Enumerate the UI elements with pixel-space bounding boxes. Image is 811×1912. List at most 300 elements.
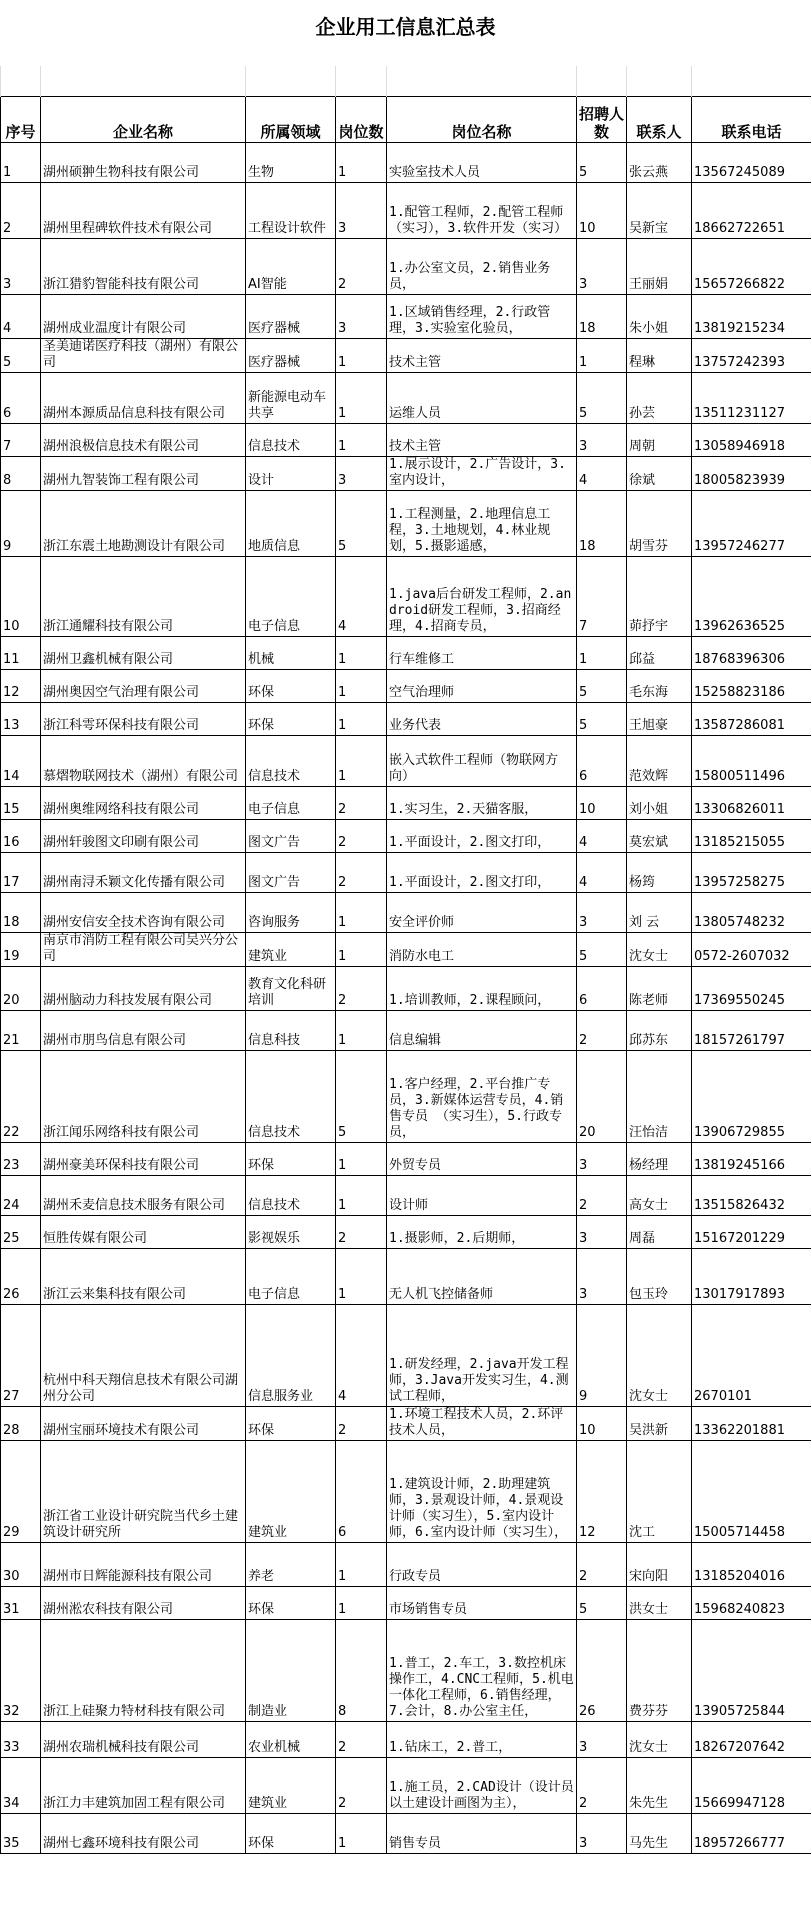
phone-cell: 13567245089	[692, 142, 811, 182]
company-cell: 南京市消防工程有限公司吴兴分公司	[41, 932, 246, 966]
phone-cell: 15657266822	[692, 238, 811, 294]
position-names-cell: 实验室技术人员	[387, 142, 577, 182]
phone-cell: 13957246277	[692, 490, 811, 556]
position-count-cell: 2	[336, 1757, 387, 1813]
header-cell: 岗位数	[336, 96, 387, 142]
contact-cell: 朱先生	[627, 1757, 692, 1813]
position-count-cell: 1	[336, 1175, 387, 1215]
company-cell: 浙江云来集科技有限公司	[41, 1248, 246, 1304]
position-names-cell: 无人机飞控储备师	[387, 1248, 577, 1304]
hire-count-cell: 7	[577, 556, 627, 636]
position-names-cell: 信息编辑	[387, 1010, 577, 1050]
header-cell: 序号	[1, 96, 41, 142]
position-names-cell: 1.展示设计，2.广告设计，3.室内设计，	[387, 456, 577, 490]
position-names-cell: 1.培训教师，2.课程顾问，	[387, 966, 577, 1010]
hire-count-cell: 5	[577, 932, 627, 966]
position-names-cell: 消防水电工	[387, 932, 577, 966]
field-cell: 建筑业	[246, 1440, 336, 1542]
phone-cell: 18662722651	[692, 182, 811, 238]
phone-cell: 13757242393	[692, 338, 811, 372]
position-count-cell: 1	[336, 892, 387, 932]
table-row	[1, 372, 811, 423]
index-cell: 1	[1, 142, 41, 182]
index-cell: 6	[1, 372, 41, 423]
position-names-cell: 1.施工员，2.CAD设计（设计员以土建设计画图为主），	[387, 1757, 577, 1813]
index-cell: 28	[1, 1406, 41, 1440]
phone-cell: 15669947128	[692, 1757, 811, 1813]
table-body	[1, 66, 811, 1853]
company-cell: 湖州市朋鸟信息有限公司	[41, 1010, 246, 1050]
phone-cell: 13017917893	[692, 1248, 811, 1304]
position-names-cell: 运维人员	[387, 372, 577, 423]
position-names-cell: 行车维修工	[387, 636, 577, 669]
company-cell: 湖州成业温度计有限公司	[41, 294, 246, 338]
position-names-cell: 1.配管工程师，2.配管工程师（实习），3.软件开发（实习）	[387, 182, 577, 238]
field-cell: 农业机械	[246, 1721, 336, 1757]
hire-count-cell: 5	[577, 669, 627, 702]
hire-count-cell: 10	[577, 1406, 627, 1440]
hire-count-cell: 3	[577, 1721, 627, 1757]
table-row	[1, 1142, 811, 1175]
company-cell: 恒胜传媒有限公司	[41, 1215, 246, 1248]
index-cell: 30	[1, 1542, 41, 1586]
hire-count-cell: 9	[577, 1304, 627, 1406]
field-cell: 环保	[246, 1406, 336, 1440]
phone-cell: 13962636525	[692, 556, 811, 636]
contact-cell: 朱小姐	[627, 294, 692, 338]
position-names-cell: 1.java后台研发工程师，2.android研发工程师，3.招商经理，4.招商专员，	[387, 556, 577, 636]
position-count-cell: 6	[336, 1440, 387, 1542]
phone-cell: 13819215234	[692, 294, 811, 338]
position-names-cell: 1.客户经理，2.平台推广专员，3.新媒体运营专员，4.销售专员 （实习生），5.行政专员，	[387, 1050, 577, 1142]
table-row	[1, 1050, 811, 1142]
index-cell: 15	[1, 786, 41, 819]
table-row	[1, 1757, 811, 1813]
contact-cell: 程琳	[627, 338, 692, 372]
position-count-cell: 2	[336, 819, 387, 852]
hire-count-cell: 20	[577, 1050, 627, 1142]
hire-count-cell: 2	[577, 1010, 627, 1050]
position-names-cell: 1.工程测量，2.地理信息工程，3.土地规划，4.林业规划，5.摄影遥感，	[387, 490, 577, 556]
company-cell: 湖州奥维网络科技有限公司	[41, 786, 246, 819]
phone-cell: 2670101	[692, 1304, 811, 1406]
position-count-cell: 1	[336, 1813, 387, 1853]
field-cell: 新能源电动车共享	[246, 372, 336, 423]
company-cell: 湖州脑动力科技发展有限公司	[41, 966, 246, 1010]
contact-cell: 茆抒宇	[627, 556, 692, 636]
position-names-cell: 1.摄影师，2.后期师，	[387, 1215, 577, 1248]
table-row	[1, 735, 811, 786]
index-cell: 24	[1, 1175, 41, 1215]
header-row	[1, 96, 811, 142]
phone-cell: 18267207642	[692, 1721, 811, 1757]
company-cell: 湖州安信安全技术咨询有限公司	[41, 892, 246, 932]
hire-count-cell: 3	[577, 423, 627, 456]
header-cell: 联系人	[627, 96, 692, 142]
company-cell: 湖州市日辉能源科技有限公司	[41, 1542, 246, 1586]
position-count-cell: 1	[336, 338, 387, 372]
index-cell: 35	[1, 1813, 41, 1853]
position-count-cell: 5	[336, 490, 387, 556]
position-count-cell: 1	[336, 423, 387, 456]
hire-count-cell: 6	[577, 735, 627, 786]
field-cell: 图文广告	[246, 852, 336, 892]
contact-cell: 沈女士	[627, 1721, 692, 1757]
phone-cell: 13587286081	[692, 702, 811, 735]
phone-cell: 15968240823	[692, 1586, 811, 1619]
header-cell: 企业名称	[41, 96, 246, 142]
position-names-cell: 空气治理师	[387, 669, 577, 702]
position-count-cell: 4	[336, 556, 387, 636]
field-cell: 教育文化科研培训	[246, 966, 336, 1010]
phone-cell: 18957266777	[692, 1813, 811, 1853]
phone-cell: 15800511496	[692, 735, 811, 786]
contact-cell: 莫宏斌	[627, 819, 692, 852]
hire-count-cell: 5	[577, 702, 627, 735]
company-cell: 浙江通耀科技有限公司	[41, 556, 246, 636]
company-cell: 湖州里程碑软件技术有限公司	[41, 182, 246, 238]
position-names-cell: 技术主管	[387, 338, 577, 372]
company-cell: 湖州奥因空气治理有限公司	[41, 669, 246, 702]
contact-cell: 沈工	[627, 1440, 692, 1542]
position-names-cell: 设计师	[387, 1175, 577, 1215]
contact-cell: 陈老师	[627, 966, 692, 1010]
company-cell: 浙江科雩环保科技有限公司	[41, 702, 246, 735]
index-cell: 7	[1, 423, 41, 456]
contact-cell: 邱益	[627, 636, 692, 669]
phone-cell: 17369550245	[692, 966, 811, 1010]
index-cell: 8	[1, 456, 41, 490]
position-count-cell: 1	[336, 669, 387, 702]
hire-count-cell: 3	[577, 1142, 627, 1175]
field-cell: 咨询服务	[246, 892, 336, 932]
table-row	[1, 932, 811, 966]
contact-cell: 范效辉	[627, 735, 692, 786]
position-count-cell: 3	[336, 182, 387, 238]
contact-cell: 马先生	[627, 1813, 692, 1853]
table-row	[1, 966, 811, 1010]
phone-cell: 18157261797	[692, 1010, 811, 1050]
hire-count-cell: 4	[577, 852, 627, 892]
index-cell: 2	[1, 182, 41, 238]
table-row	[1, 1215, 811, 1248]
field-cell: 制造业	[246, 1619, 336, 1721]
table-row	[1, 786, 811, 819]
position-count-cell: 2	[336, 238, 387, 294]
table-row	[1, 456, 811, 490]
field-cell: 环保	[246, 1142, 336, 1175]
phone-cell: 13906729855	[692, 1050, 811, 1142]
position-names-cell: 安全评价师	[387, 892, 577, 932]
position-count-cell: 1	[336, 932, 387, 966]
table-row	[1, 892, 811, 932]
contact-cell: 王丽娟	[627, 238, 692, 294]
position-count-cell: 8	[336, 1619, 387, 1721]
contact-cell: 毛东海	[627, 669, 692, 702]
hire-count-cell: 5	[577, 372, 627, 423]
header-cell: 岗位名称	[387, 96, 577, 142]
position-names-cell: 外贸专员	[387, 1142, 577, 1175]
table-row	[1, 556, 811, 636]
company-cell: 湖州轩骏图文印刷有限公司	[41, 819, 246, 852]
company-cell: 圣美迪诺医疗科技（湖州）有限公司	[41, 338, 246, 372]
index-cell: 20	[1, 966, 41, 1010]
contact-cell: 高女士	[627, 1175, 692, 1215]
index-cell: 12	[1, 669, 41, 702]
position-count-cell: 1	[336, 702, 387, 735]
header-cell: 联系电话	[692, 96, 811, 142]
hire-count-cell: 2	[577, 1757, 627, 1813]
position-names-cell: 1.平面设计，2.图文打印，	[387, 819, 577, 852]
phone-cell: 13819245166	[692, 1142, 811, 1175]
field-cell: 养老	[246, 1542, 336, 1586]
field-cell: 机械	[246, 636, 336, 669]
index-cell: 31	[1, 1586, 41, 1619]
field-cell: 信息科技	[246, 1010, 336, 1050]
company-cell: 湖州禾麦信息技术服务有限公司	[41, 1175, 246, 1215]
phone-cell: 15258823186	[692, 669, 811, 702]
position-names-cell: 1.平面设计，2.图文打印，	[387, 852, 577, 892]
field-cell: 建筑业	[246, 1757, 336, 1813]
table-row	[1, 1248, 811, 1304]
phone-cell: 13058946918	[692, 423, 811, 456]
table-row	[1, 1586, 811, 1619]
index-cell: 11	[1, 636, 41, 669]
contact-cell: 杨筠	[627, 852, 692, 892]
position-names-cell: 1.实习生，2.天猫客服，	[387, 786, 577, 819]
position-count-cell: 1	[336, 1010, 387, 1050]
table-row	[1, 1619, 811, 1721]
hire-count-cell: 3	[577, 1215, 627, 1248]
position-names-cell: 销售专员	[387, 1813, 577, 1853]
index-cell: 27	[1, 1304, 41, 1406]
index-cell: 25	[1, 1215, 41, 1248]
contact-cell: 沈女士	[627, 1304, 692, 1406]
table-row	[1, 1542, 811, 1586]
company-cell: 湖州硕翀生物科技有限公司	[41, 142, 246, 182]
phone-cell: 13511231127	[692, 372, 811, 423]
company-cell: 浙江东震土地勘测设计有限公司	[41, 490, 246, 556]
company-cell: 湖州浪极信息技术有限公司	[41, 423, 246, 456]
contact-cell: 刘小姐	[627, 786, 692, 819]
position-count-cell: 2	[336, 852, 387, 892]
index-cell: 22	[1, 1050, 41, 1142]
table-row	[1, 702, 811, 735]
table-row	[1, 238, 811, 294]
field-cell: 信息技术	[246, 1175, 336, 1215]
index-cell: 21	[1, 1010, 41, 1050]
index-cell: 14	[1, 735, 41, 786]
contact-cell: 孙芸	[627, 372, 692, 423]
index-cell: 18	[1, 892, 41, 932]
position-names-cell: 1.钻床工，2.普工，	[387, 1721, 577, 1757]
field-cell: 电子信息	[246, 786, 336, 819]
hire-count-cell: 18	[577, 294, 627, 338]
phone-cell: 13805748232	[692, 892, 811, 932]
company-cell: 浙江力丰建筑加固工程有限公司	[41, 1757, 246, 1813]
index-cell: 23	[1, 1142, 41, 1175]
company-cell: 湖州南浔禾颖文化传播有限公司	[41, 852, 246, 892]
field-cell: 工程设计软件	[246, 182, 336, 238]
company-cell: 杭州中科天翔信息技术有限公司湖州分公司	[41, 1304, 246, 1406]
field-cell: 环保	[246, 1813, 336, 1853]
phone-cell: 0572-2607032	[692, 932, 811, 966]
phone-cell: 18768396306	[692, 636, 811, 669]
contact-cell: 宋向阳	[627, 1542, 692, 1586]
table-row	[1, 338, 811, 372]
contact-cell: 包玉玲	[627, 1248, 692, 1304]
table-row	[1, 636, 811, 669]
position-names-cell: 行政专员	[387, 1542, 577, 1586]
field-cell: 医疗器械	[246, 294, 336, 338]
contact-cell: 徐斌	[627, 456, 692, 490]
position-count-cell: 2	[336, 786, 387, 819]
contact-cell: 邱苏东	[627, 1010, 692, 1050]
position-names-cell: 1.普工，2.车工，3.数控机床操作工，4.CNC工程师，5.机电一体化工程师，6.销售经理，7.会计，8.办公室主任，	[387, 1619, 577, 1721]
position-count-cell: 1	[336, 1142, 387, 1175]
table-row	[1, 490, 811, 556]
hire-count-cell: 2	[577, 1175, 627, 1215]
index-cell: 19	[1, 932, 41, 966]
position-count-cell: 1	[336, 1542, 387, 1586]
company-cell: 湖州九智装饰工程有限公司	[41, 456, 246, 490]
hire-count-cell: 4	[577, 819, 627, 852]
contact-cell: 洪女士	[627, 1586, 692, 1619]
field-cell: 信息技术	[246, 735, 336, 786]
index-cell: 3	[1, 238, 41, 294]
company-cell: 慕熠物联网技术（湖州）有限公司	[41, 735, 246, 786]
phone-cell: 13957258275	[692, 852, 811, 892]
position-names-cell: 1.建筑设计师，2.助理建筑师，3.景观设计师，4.景观设计师（实习生），5.室内设计师，6.室内设计师（实习生），	[387, 1440, 577, 1542]
position-count-cell: 3	[336, 456, 387, 490]
phone-cell: 13185204016	[692, 1542, 811, 1586]
position-count-cell: 1	[336, 735, 387, 786]
company-cell: 湖州七鑫环境科技有限公司	[41, 1813, 246, 1853]
contact-cell: 吴新宝	[627, 182, 692, 238]
position-names-cell: 业务代表	[387, 702, 577, 735]
position-names-cell: 1.研发经理，2.java开发工程师，3.Java开发实习生，4.测试工程师，	[387, 1304, 577, 1406]
contact-cell: 胡雪芬	[627, 490, 692, 556]
field-cell: AI智能	[246, 238, 336, 294]
hire-count-cell: 5	[577, 1586, 627, 1619]
table-row	[1, 819, 811, 852]
hire-count-cell: 5	[577, 142, 627, 182]
table-row	[1, 423, 811, 456]
table-row	[1, 1010, 811, 1050]
table-row	[1, 669, 811, 702]
table-row	[1, 294, 811, 338]
contact-cell: 王旭豪	[627, 702, 692, 735]
hire-count-cell: 10	[577, 786, 627, 819]
table-row	[1, 852, 811, 892]
hire-count-cell: 26	[577, 1619, 627, 1721]
index-cell: 34	[1, 1757, 41, 1813]
phone-cell: 13362201881	[692, 1406, 811, 1440]
position-names-cell: 1.区域销售经理，2.行政管理，3.实验室化验员，	[387, 294, 577, 338]
table-row	[1, 182, 811, 238]
contact-cell: 周磊	[627, 1215, 692, 1248]
position-names-cell: 1.环境工程技术人员，2.环评技术人员，	[387, 1406, 577, 1440]
field-cell: 信息技术	[246, 1050, 336, 1142]
company-cell: 湖州豪美环保科技有限公司	[41, 1142, 246, 1175]
header-cell: 招聘人数	[577, 96, 627, 142]
field-cell: 信息服务业	[246, 1304, 336, 1406]
hire-count-cell: 3	[577, 1248, 627, 1304]
table-row	[1, 142, 811, 182]
field-cell: 电子信息	[246, 1248, 336, 1304]
position-count-cell: 2	[336, 1721, 387, 1757]
company-cell: 湖州农瑞机械科技有限公司	[41, 1721, 246, 1757]
hire-count-cell: 10	[577, 182, 627, 238]
index-cell: 9	[1, 490, 41, 556]
table-row	[1, 1721, 811, 1757]
position-count-cell: 2	[336, 966, 387, 1010]
field-cell: 生物	[246, 142, 336, 182]
phone-cell: 13905725844	[692, 1619, 811, 1721]
page-title: 企业用工信息汇总表	[315, 15, 496, 39]
company-cell: 湖州淞农科技有限公司	[41, 1586, 246, 1619]
position-count-cell: 1	[336, 1586, 387, 1619]
hire-count-cell: 2	[577, 1542, 627, 1586]
field-cell: 环保	[246, 1586, 336, 1619]
contact-cell: 张云燕	[627, 142, 692, 182]
phone-cell: 13515826432	[692, 1175, 811, 1215]
table-row	[1, 1304, 811, 1406]
spacer-row	[1, 66, 811, 96]
table-row	[1, 1406, 811, 1440]
company-cell: 湖州本源质品信息科技有限公司	[41, 372, 246, 423]
hire-count-cell: 18	[577, 490, 627, 556]
position-count-cell: 1	[336, 142, 387, 182]
index-cell: 17	[1, 852, 41, 892]
index-cell: 13	[1, 702, 41, 735]
position-names-cell: 嵌入式软件工程师（物联网方向）	[387, 735, 577, 786]
field-cell: 设计	[246, 456, 336, 490]
hire-count-cell: 4	[577, 456, 627, 490]
company-cell: 浙江闻乐网络科技有限公司	[41, 1050, 246, 1142]
contact-cell: 沈女士	[627, 932, 692, 966]
position-count-cell: 1	[336, 1248, 387, 1304]
index-cell: 5	[1, 338, 41, 372]
position-names-cell: 技术主管	[387, 423, 577, 456]
position-count-cell: 1	[336, 372, 387, 423]
index-cell: 32	[1, 1619, 41, 1721]
index-cell: 29	[1, 1440, 41, 1542]
hire-count-cell: 3	[577, 1813, 627, 1853]
hire-count-cell: 3	[577, 892, 627, 932]
hire-count-cell: 12	[577, 1440, 627, 1542]
phone-cell: 13185215055	[692, 819, 811, 852]
phone-cell: 15005714458	[692, 1440, 811, 1542]
index-cell: 26	[1, 1248, 41, 1304]
position-count-cell: 4	[336, 1304, 387, 1406]
index-cell: 33	[1, 1721, 41, 1757]
index-cell: 4	[1, 294, 41, 338]
field-cell: 影视娱乐	[246, 1215, 336, 1248]
hire-count-cell: 1	[577, 338, 627, 372]
position-count-cell: 3	[336, 294, 387, 338]
field-cell: 电子信息	[246, 556, 336, 636]
position-count-cell: 5	[336, 1050, 387, 1142]
table-row	[1, 1440, 811, 1542]
field-cell: 图文广告	[246, 819, 336, 852]
phone-cell: 18005823939	[692, 456, 811, 490]
position-names-cell: 1.办公室文员，2.销售业务员，	[387, 238, 577, 294]
position-count-cell: 2	[336, 1406, 387, 1440]
position-names-cell: 市场销售专员	[387, 1586, 577, 1619]
contact-cell: 费芬芬	[627, 1619, 692, 1721]
header-cell: 所属领域	[246, 96, 336, 142]
